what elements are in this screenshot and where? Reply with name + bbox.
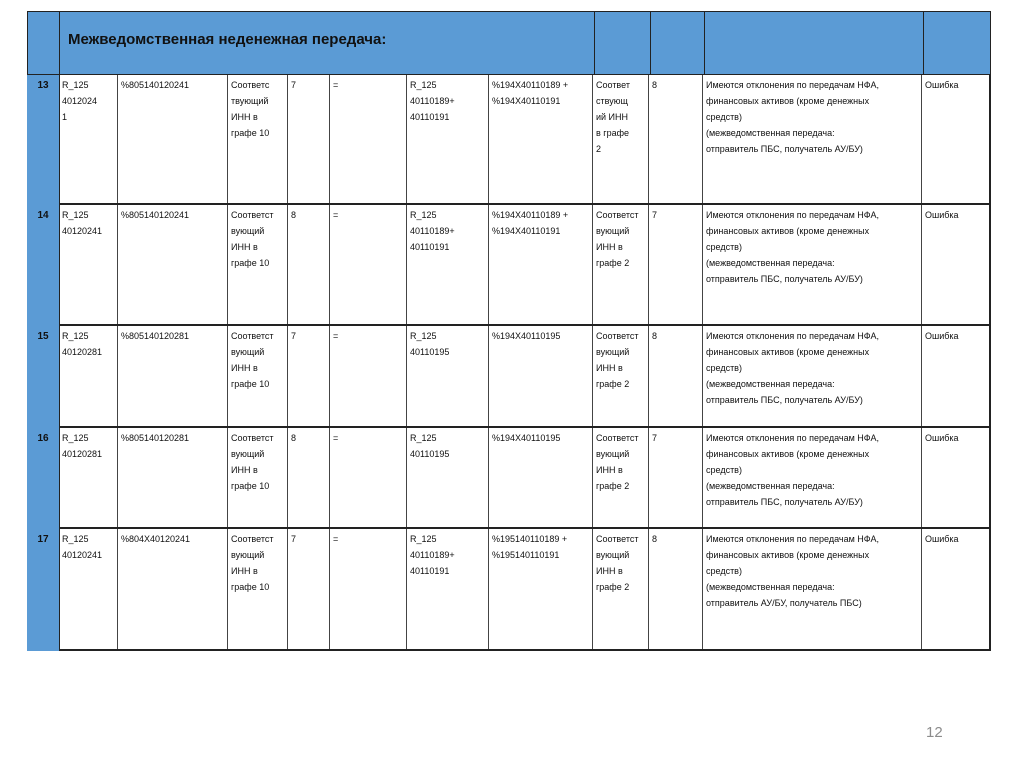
table-cell-col11: Ошибка (922, 428, 991, 529)
table-cell-col10: Имеются отклонения по передачам НФА, финансовых активов (кроме денежных средств) (межведомственная передача: отправитель ПБС, получатель АУ/БУ) (703, 75, 922, 205)
table-cell-col6: R_125 40110189+ 40110191 (407, 529, 489, 651)
table-row (27, 326, 991, 428)
table-cell-col4: 7 (288, 75, 330, 205)
table-cell-col9: 7 (649, 205, 703, 326)
table-cell-col7: %195140110189 + %195140110191 (489, 529, 593, 651)
table-row (27, 529, 991, 651)
table-cell-col10: Имеются отклонения по передачам НФА, финансовых активов (кроме денежных средств) (межведомственная передача: отправитель ПБС, получатель АУ/БУ) (703, 326, 922, 428)
header-divider (594, 12, 595, 74)
table-cell-col2: %805140120281 (118, 326, 228, 428)
table-cell-col4: 7 (288, 326, 330, 428)
table-cell-col9: 8 (649, 326, 703, 428)
table-cell-col3: Соответс твующий ИНН в графе 10 (228, 75, 288, 205)
row-right-border (989, 75, 991, 205)
table-cell-col11: Ошибка (922, 326, 991, 428)
row-number: 17 (27, 529, 59, 651)
table-header (27, 11, 991, 75)
row-number: 16 (27, 428, 59, 529)
table-cell-col10: Имеются отклонения по передачам НФА, финансовых активов (кроме денежных средств) (межведомственная передача: отправитель ПБС, получатель АУ/БУ) (703, 428, 922, 529)
table-cell-col9: 8 (649, 529, 703, 651)
page-number: 12 (926, 724, 943, 741)
table-cell-col3: Соответст вующий ИНН в графе 10 (228, 205, 288, 326)
row-right-border (989, 205, 991, 326)
table-cell-col1: R_125 40120241 (59, 205, 118, 326)
table-cell-col2: %805140120281 (118, 428, 228, 529)
table-cell-col11: Ошибка (922, 75, 991, 205)
table-cell-col7: %194X40110195 (489, 326, 593, 428)
table-cell-col5: = (330, 75, 407, 205)
table-cell-col3: Соответст вующий ИНН в графе 10 (228, 326, 288, 428)
table-cell-col8: Соответст вующий ИНН в графе 2 (593, 205, 649, 326)
table-cell-col8: Соответст вующий ИНН в графе 2 (593, 326, 649, 428)
table-cell-col8: Соответ ствующ ий ИНН в графе 2 (593, 75, 649, 205)
row-bottom-border (59, 649, 991, 651)
table-cell-col8: Соответст вующий ИНН в графе 2 (593, 529, 649, 651)
table-cell-col2: %804X40120241 (118, 529, 228, 651)
table-cell-col3: Соответст вующий ИНН в графе 10 (228, 428, 288, 529)
table-cell-col8: Соответст вующий ИНН в графе 2 (593, 428, 649, 529)
table-cell-col7: %194X40110189 + %194X40110191 (489, 205, 593, 326)
table-cell-col4: 8 (288, 428, 330, 529)
table-cell-col7: %194X40110195 (489, 428, 593, 529)
table-cell-col7: %194X40110189 + %194X40110191 (489, 75, 593, 205)
table-cell-col3: Соответст вующий ИНН в графе 10 (228, 529, 288, 651)
table-cell-col11: Ошибка (922, 529, 991, 651)
table-cell-col2: %805140120241 (118, 205, 228, 326)
row-left-border (59, 529, 60, 651)
row-left-border (59, 205, 60, 326)
table-cell-col2: %805140120241 (118, 75, 228, 205)
table-cell-col5: = (330, 428, 407, 529)
row-left-border (59, 428, 60, 529)
header-divider (650, 12, 651, 74)
header-divider (59, 12, 60, 74)
row-left-border (59, 326, 60, 428)
table-cell-col6: R_125 40110189+ 40110191 (407, 75, 489, 205)
table-cell-col5: = (330, 529, 407, 651)
table-cell-col4: 8 (288, 205, 330, 326)
row-number: 14 (27, 205, 59, 326)
table-cell-col6: R_125 40110195 (407, 428, 489, 529)
table-row (27, 205, 991, 326)
table-cell-col1: R_125 40120281 (59, 428, 118, 529)
table-cell-col5: = (330, 326, 407, 428)
table-row (27, 428, 991, 529)
row-right-border (989, 529, 991, 651)
header-divider (923, 12, 924, 74)
row-right-border (989, 428, 991, 529)
row-number: 13 (27, 75, 59, 205)
header-divider (704, 12, 705, 74)
table-cell-col10: Имеются отклонения по передачам НФА, финансовых активов (кроме денежных средств) (межведомственная передача: отправитель ПБС, получатель АУ/БУ) (703, 205, 922, 326)
row-left-border (59, 75, 60, 205)
table-cell-col10: Имеются отклонения по передачам НФА, финансовых активов (кроме денежных средств) (межведомственная передача: отправитель АУ/БУ, получатель ПБС) (703, 529, 922, 651)
table-row (27, 75, 991, 205)
table-cell-col9: 7 (649, 428, 703, 529)
row-number: 15 (27, 326, 59, 428)
table-cell-col6: R_125 40110195 (407, 326, 489, 428)
table-cell-col1: R_125 4012024 1 (59, 75, 118, 205)
table-cell-col1: R_125 40120241 (59, 529, 118, 651)
table-cell-col4: 7 (288, 529, 330, 651)
table-cell-col6: R_125 40110189+ 40110191 (407, 205, 489, 326)
table-cell-col5: = (330, 205, 407, 326)
page-title: Межведомственная неденежная передача: (68, 31, 387, 48)
table-cell-col9: 8 (649, 75, 703, 205)
table-cell-col11: Ошибка (922, 205, 991, 326)
row-right-border (989, 326, 991, 428)
table-cell-col1: R_125 40120281 (59, 326, 118, 428)
